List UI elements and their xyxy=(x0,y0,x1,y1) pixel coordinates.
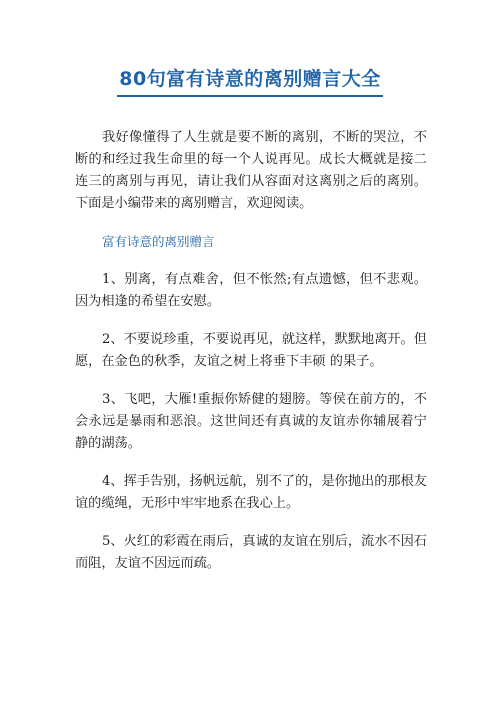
page-title: 80句富有诗意的离别赠言大全 xyxy=(117,64,382,97)
list-item: 4、挥手告别，扬帆远航，别不了的，是你抛出的那根友谊的缆绳，无形中牢牢地系在我心上。 xyxy=(75,474,427,511)
list-item: 3、飞吧，大雁!重振你矫健的翅膀。等侯在前方的，不会永远是暴雨和恶浪。这世间还有真诚的友谊赤你辅展着宁静的湖荡。 xyxy=(75,392,427,451)
list-item: 5、火红的彩霞在雨后，真诚的友谊在别后，流水不因石而阻，友谊不因远而疏。 xyxy=(75,534,427,571)
title-container xyxy=(0,64,500,97)
list-item: 2、不要说珍重，不要说再见，就这样，默默地离开。但愿，在金色的秋季，友谊之树上将垂下丰硕 的果子。 xyxy=(75,332,427,369)
intro-paragraph: 我好像懂得了人生就是要不断的离别，不断的哭泣，不断的和经过我生命里的每一个人说再见。成长大概就是接二连三的离别与再见，请让我们从容面对这离别之后的离别。下面是小编带来的离别赠言，欢迎阅读。 xyxy=(75,130,427,211)
article-body xyxy=(75,127,427,591)
list-item: 1、别离，有点难舍，但不怅然;有点遗憾，但不悲观。因为相逢的希望在安慰。 xyxy=(75,272,427,309)
section-heading: 富有诗意的离别赠言 xyxy=(102,234,215,249)
